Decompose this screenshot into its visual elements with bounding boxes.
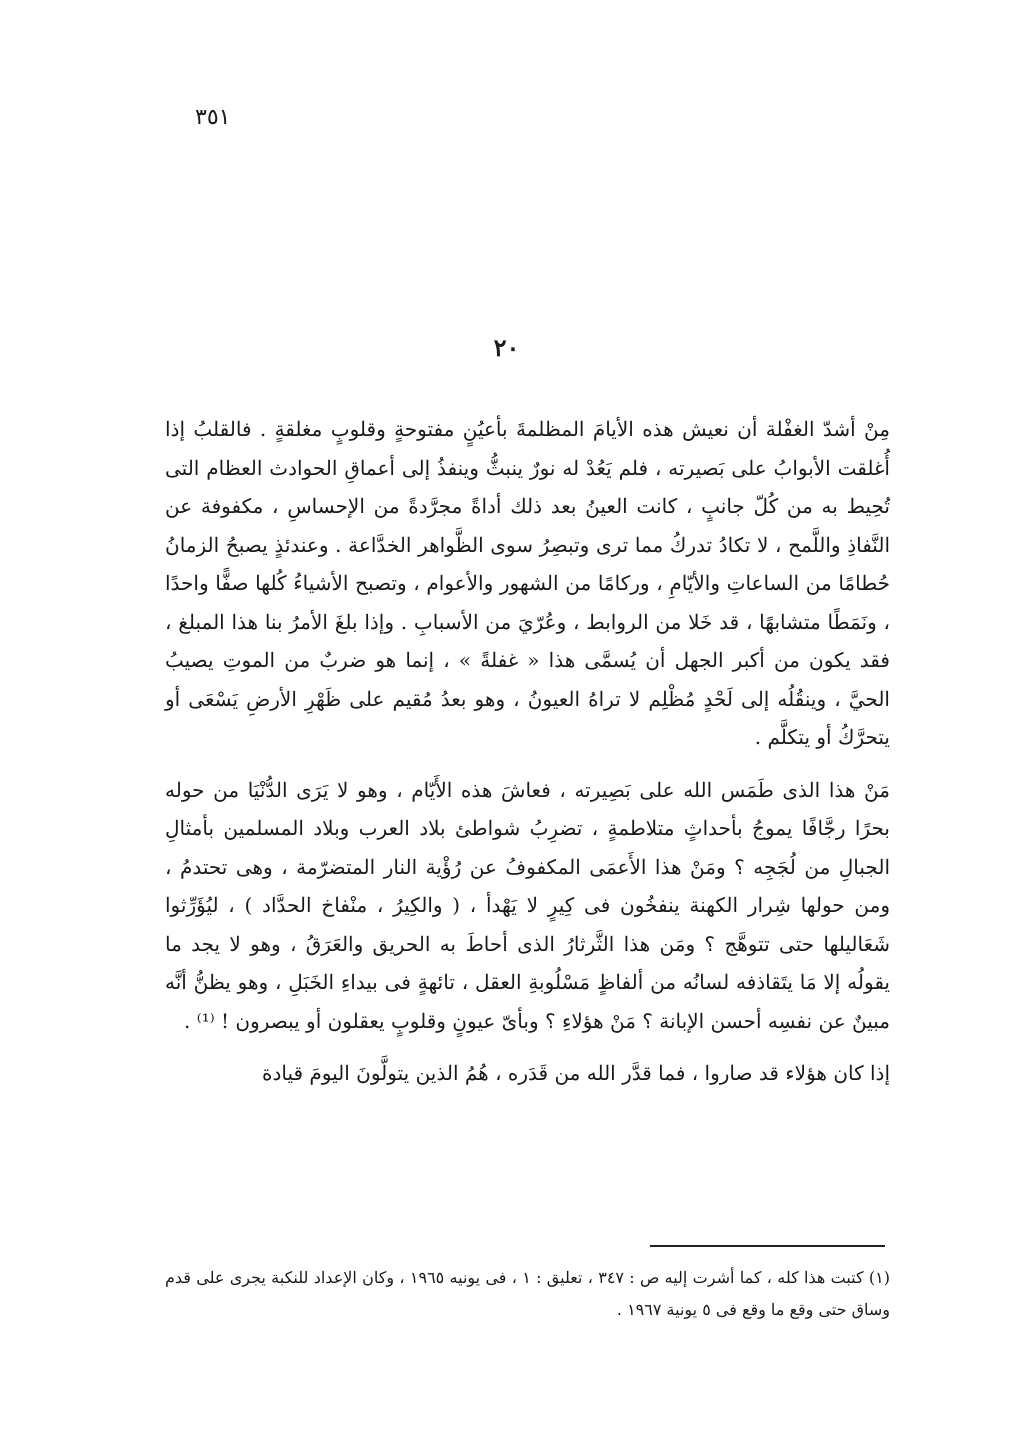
- footnote-text: (١) كتبت هذا كله ، كما أشرت إليه ص : ٣٤٧ ، تعليق : ١ ، فى يونيه ١٩٦٥ ، وكان الإعداد للنكبة يجرى على قدم وساق حتى وقع ما وقع فى ٥ يونية ١٩٦٧ .: [165, 1268, 891, 1319]
- paragraph-3: إذا كان هؤلاء قد صاروا ، فما قدَّر الله من قَدَره ، هُمُ الذين يتولَّونَ اليومَ قيادة: [261, 1061, 890, 1085]
- page-number: ٣٥١: [195, 105, 231, 130]
- footnote: [165, 1262, 890, 1326]
- paragraph-2: مَنْ هذا الذى طَمَس الله على بَصِيرته ، فعاشَ هذه الأَيّام ، وهو لا يَرَى الدُّنْيَا من حوله بحرًا رجَّافًا يموجُ بأحداثٍ متلاطمةٍ ، تضرِبُ شواطئ بلاد العرب وبلاد المسلمين بأمثالِ الجبالِ من لُجَجِه ؟ ومَنْ هذا الأَعمَى المكفوفُ عن رُؤْية النار المتضرّمة ، وهى تحتدمُ ، ومن حولها شِرار الكهنة ينفخُون فى كِيرٍ لا يَهْدأ ، ( والكِيرُ ، منْفاخ الحدَّاد ) ، ليُؤَرِّثوا شَعَاليلها حتى تتوهَّج ؟ ومَن هذا الثَّرثارُ الذى أحاطَ به الحريق والعَرَقُ ، وهو لا يجد ما يقولُه إلا مَا يتَقاذفه لسانُه من ألفاظٍ مَسْلُوبةِ العقل ، تائهةٍ فى بيداءِ الخَبَلِ ، وهو يظنُّ أنَّه مبينٌ عن نفسِه أحسن الإبانة ؟ مَنْ هؤلاءِ ؟ وبأىّ عيونٍ وقلوبٍ يعقلون أو يبصرون ! ⁽¹⁾ .: [165, 777, 891, 1033]
- body-text: [165, 410, 890, 1107]
- chapter-number: ٢٠: [493, 333, 520, 362]
- paragraph-1: مِنْ أشدّ الغفْلة أن نعيش هذه الأيامَ المظلمةَ بأعيُنٍ مفتوحةٍ وقلوبٍ مغلقةٍ . فالقلبُ إذا أُغلقت الأبوابُ على بَصيرته ، فلم يَعُدْ له نورٌ ينبثُّ وينفذُ إلى أعماقِ الحوادث العظام التى تُحِيط به من كُلّ جانبٍ ، كانت العينُ بعد ذلك أداةً مجرَّدةً من الإحساسِ ، مكفوفة عن النَّفاذِ واللَّمح ، لا تكادُ تدركُ مما ترى وتبصِرُ سوى الظَّواهر الخدَّاعة . وعندئذٍ يصبحُ الزمانُ حُطامًا من الساعاتِ والأيّامِ ، وركامًا من الشهور والأعوام ، وتصبح الأشياءُ كُلها صفًّا واحدًا ، ونَمَطًا متشابهًا ، قد خَلا من الروابط ، وعُرّيَ من الأسبابِ . وإذا بلغَ الأمرُ بنا هذا المبلغ ، فقد يكون من أكبر الجهل أن يُسمَّى هذا « غفلةً » ، إنما هو ضربٌ من الموتِ يصيبُ الحيَّ ، وينقُلُه إلى لَحْدٍ مُظْلِم لا تراهُ العيونُ ، وهو بعدُ مُقيم على ظَهْرِ الأرضِ يَسْعَى أو يتحرَّكُ أو يتكلَّم .: [165, 417, 890, 749]
- footnote-divider: [650, 1245, 885, 1247]
